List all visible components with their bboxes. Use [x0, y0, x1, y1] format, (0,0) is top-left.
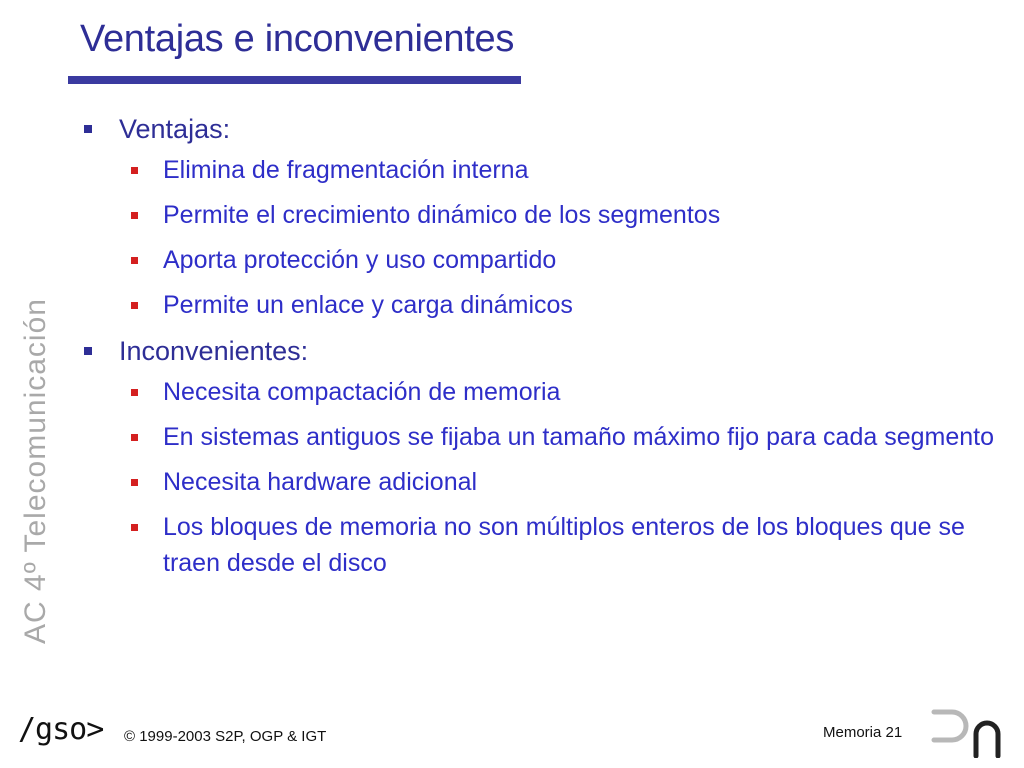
list-item [82, 374, 998, 410]
list-item-text: Permite el crecimiento dinámico de los segmentos [163, 201, 721, 229]
bullet-ventajas [82, 110, 1002, 148]
slide-content [82, 110, 1002, 590]
square-bullet-icon [84, 125, 92, 133]
square-bullet-icon [131, 167, 138, 174]
bullet-inconvenientes [82, 332, 1002, 370]
list-item [82, 509, 998, 581]
square-bullet-icon [131, 212, 138, 219]
corner-logo-icon [928, 706, 1010, 758]
page-number: Memoria 21 [823, 724, 903, 741]
side-course-text: AC 4º Telecomunicación [19, 298, 52, 644]
list-item-text: Elimina de fragmentación interna [163, 156, 529, 184]
list-item-text: Permite un enlace y carga dinámicos [163, 291, 573, 319]
list-item [82, 197, 998, 233]
list-item-text: Necesita hardware adicional [163, 468, 478, 496]
side-course-label [16, 293, 56, 649]
list-item [82, 419, 998, 455]
ventajas-heading: Ventajas: [119, 114, 231, 144]
list-item [82, 287, 998, 323]
gso-logo: /gso> [18, 712, 104, 747]
list-item-text: Necesita compactación de memoria [163, 378, 561, 406]
square-bullet-icon [131, 434, 138, 441]
list-item [82, 242, 998, 278]
list-item [82, 152, 998, 188]
list-item-text: Aporta protección y uso compartido [163, 246, 557, 274]
square-bullet-icon [131, 302, 138, 309]
square-bullet-icon [131, 524, 138, 531]
slide-title: Ventajas e inconvenientes [80, 18, 515, 60]
copyright-notice: © 1999-2003 S2P, OGP & IGT [124, 728, 327, 745]
title-underline [68, 76, 521, 84]
inconvenientes-heading: Inconvenientes: [119, 336, 309, 366]
list-item-text: Los bloques de memoria no son múltiplos enteros de los bloques que se traen desde el disco [163, 513, 965, 577]
list-item [82, 464, 998, 500]
list-item-text: En sistemas antiguos se fijaba un tamaño máximo fijo para cada segmento [163, 423, 995, 451]
square-bullet-icon [131, 479, 138, 486]
square-bullet-icon [131, 257, 138, 264]
square-bullet-icon [84, 347, 92, 355]
square-bullet-icon [131, 389, 138, 396]
